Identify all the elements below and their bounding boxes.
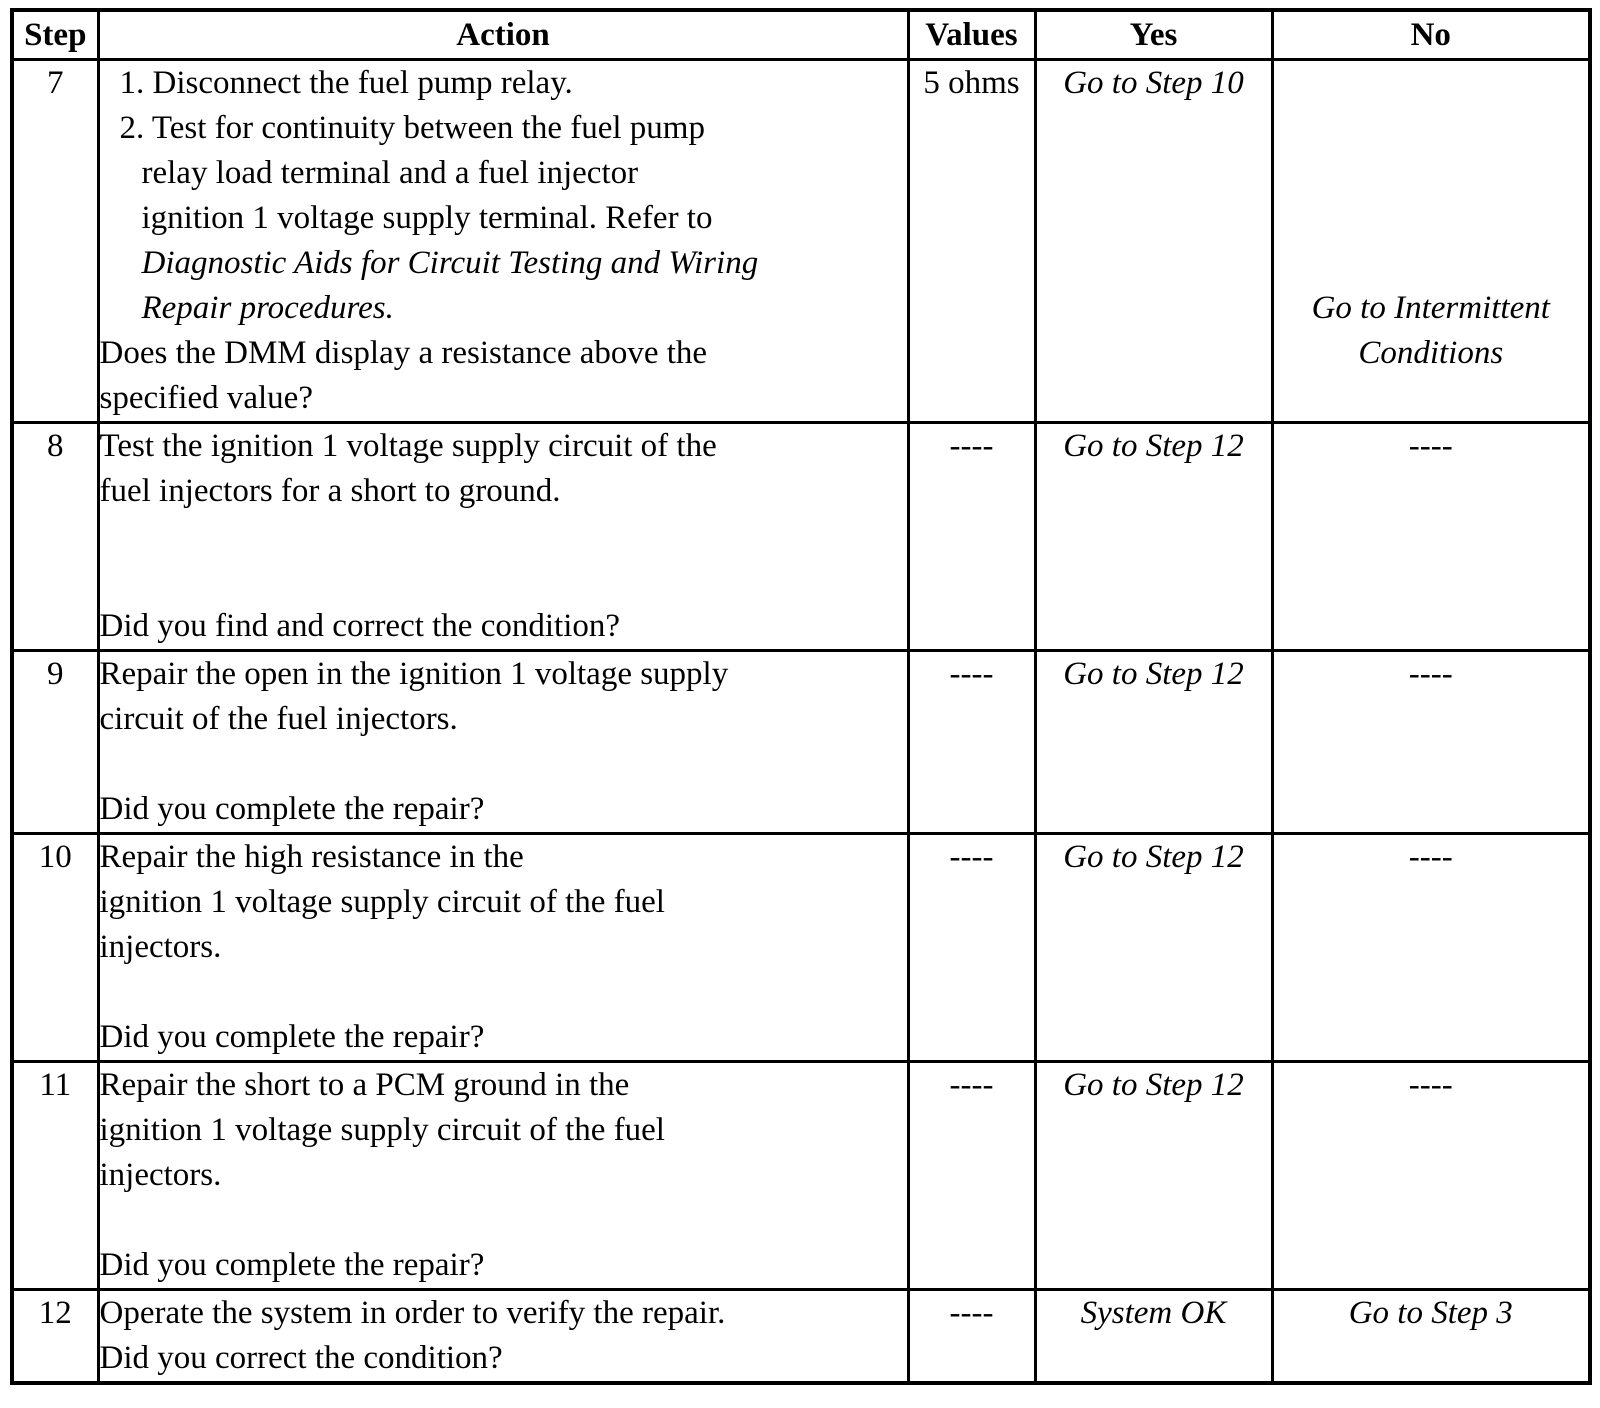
action-question: Does the DMM display a resistance above the — [99, 335, 708, 371]
header-step: Step — [12, 10, 98, 60]
action-line: injectors. — [99, 929, 222, 965]
action-line: Operate the system in order to verify the repair. — [99, 1295, 726, 1331]
step-number: 12 — [12, 1290, 98, 1384]
procedure-reference: Diagnostic Aids for Circuit Testing and Wiring — [141, 245, 759, 281]
table-row-step-11 — [12, 1062, 1590, 1290]
header-yes: Yes — [1035, 10, 1272, 60]
procedure-reference: Repair procedures. — [141, 290, 394, 326]
no-line: Go to Intermittent — [1311, 290, 1550, 326]
table-row-step-8 — [12, 423, 1590, 651]
action-line: 1. Disconnect the fuel pump relay. — [119, 65, 573, 101]
header-no: No — [1272, 10, 1590, 60]
action-cell — [98, 651, 908, 834]
action-question: Did you find and correct the condition? — [99, 608, 621, 644]
action-line: Repair the open in the ignition 1 voltage supply — [99, 656, 729, 692]
values-cell: ---- — [908, 423, 1035, 651]
values-cell: 5 ohms — [908, 60, 1035, 423]
step-number: 8 — [12, 423, 98, 651]
no-cell — [1272, 60, 1590, 423]
action-line: ignition 1 voltage supply circuit of the fuel — [99, 1112, 665, 1148]
step-number: 11 — [12, 1062, 98, 1290]
action-line: fuel injectors for a short to ground. — [99, 473, 561, 509]
action-cell — [98, 834, 908, 1062]
action-question: Did you complete the repair? — [99, 1019, 485, 1055]
action-cell — [98, 423, 908, 651]
action-cell — [98, 1290, 908, 1384]
yes-cell: Go to Step 10 — [1035, 60, 1272, 423]
no-cell: ---- — [1272, 651, 1590, 834]
no-cell: Go to Step 3 — [1272, 1290, 1590, 1384]
no-cell: ---- — [1272, 423, 1590, 651]
values-cell: ---- — [908, 834, 1035, 1062]
yes-cell: System OK — [1035, 1290, 1272, 1384]
header-values: Values — [908, 10, 1035, 60]
yes-cell: Go to Step 12 — [1035, 651, 1272, 834]
action-line: ignition 1 voltage supply terminal. Refer to — [141, 200, 713, 236]
action-line: Test the ignition 1 voltage supply circuit of the — [99, 428, 717, 464]
action-cell — [98, 1062, 908, 1290]
table-row-step-10 — [12, 834, 1590, 1062]
step-number: 10 — [12, 834, 98, 1062]
no-cell: ---- — [1272, 834, 1590, 1062]
action-question: Did you correct the condition? — [99, 1340, 503, 1376]
action-question: Did you complete the repair? — [99, 1247, 485, 1283]
action-line: Repair the short to a PCM ground in the — [99, 1067, 630, 1103]
action-question: Did you complete the repair? — [99, 791, 485, 827]
action-line: injectors. — [99, 1157, 222, 1193]
header-row — [12, 10, 1590, 60]
step-number: 9 — [12, 651, 98, 834]
values-cell: ---- — [908, 1062, 1035, 1290]
action-question: specified value? — [99, 380, 313, 416]
values-cell: ---- — [908, 1290, 1035, 1384]
no-line: Conditions — [1358, 335, 1504, 371]
yes-cell: Go to Step 12 — [1035, 834, 1272, 1062]
action-line: circuit of the fuel injectors. — [99, 701, 458, 737]
header-action: Action — [98, 10, 908, 60]
yes-cell: Go to Step 12 — [1035, 423, 1272, 651]
action-cell — [98, 60, 908, 423]
action-line: Repair the high resistance in the — [99, 839, 524, 875]
table-row-step-9 — [12, 651, 1590, 834]
values-cell: ---- — [908, 651, 1035, 834]
diagnostic-table — [10, 8, 1592, 1385]
step-number: 7 — [12, 60, 98, 423]
action-line: relay load terminal and a fuel injector — [141, 155, 639, 191]
action-line: 2. Test for continuity between the fuel pump — [119, 110, 705, 146]
table-row-step-7 — [12, 60, 1590, 423]
action-line: ignition 1 voltage supply circuit of the fuel — [99, 884, 665, 920]
yes-cell: Go to Step 12 — [1035, 1062, 1272, 1290]
table-row-step-12 — [12, 1290, 1590, 1384]
no-cell: ---- — [1272, 1062, 1590, 1290]
